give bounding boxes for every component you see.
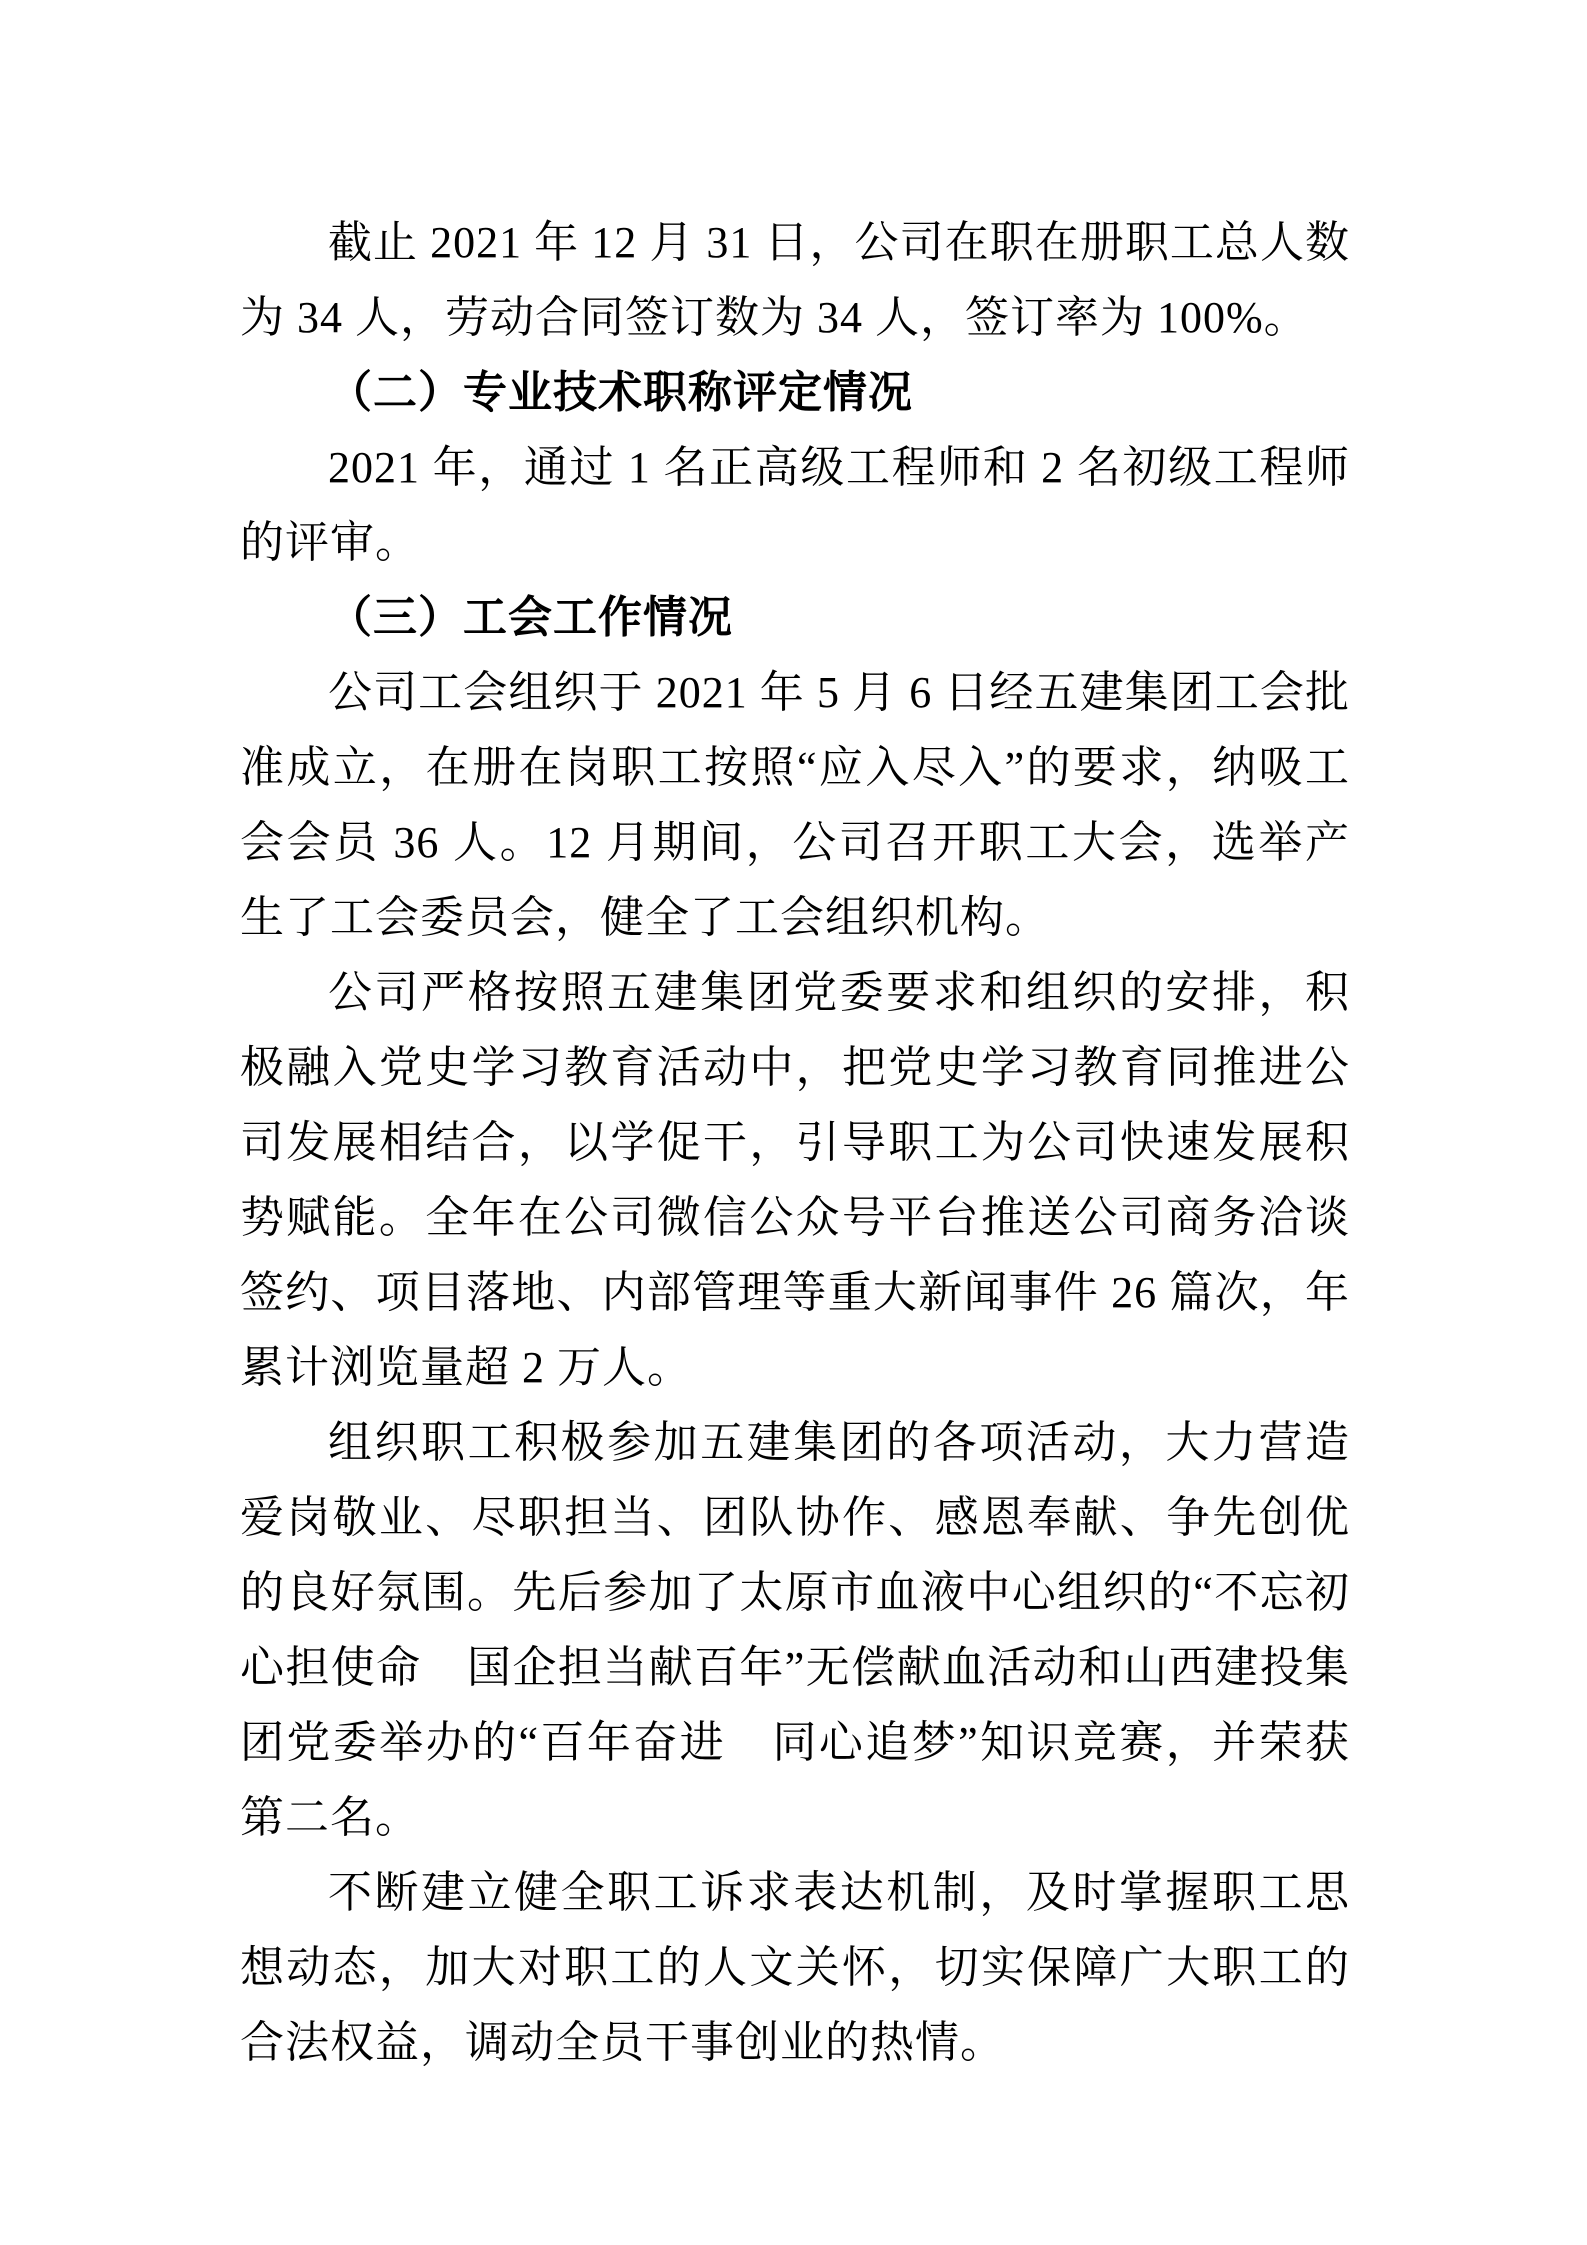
paragraph-union-founding: 公司工会组织于 2021 年 5 月 6 日经五建集团工会批准成立，在册在岗职工按照“应入尽入”的要求，纳吸工会会员 36 人。12 月期间，公司召开职工大会，选举产生了工会委员会，健全了工会组织机构。 (240, 668, 1350, 942)
section-heading-2-professional-titles: （二）专业技术职称评定情况 (328, 368, 913, 417)
paragraph-employee-rights: 不断建立健全职工诉求表达机制，及时掌握职工思想动态，加大对职工的人文关怀，切实保障广大职工的合法权益，调动全员干事创业的热情。 (240, 1868, 1350, 2067)
section-heading-3-union-work: （三）工会工作情况 (328, 593, 733, 642)
paragraph-title-review: 2021 年，通过 1 名正高级工程师和 2 名初级工程师的评审。 (240, 443, 1350, 567)
paragraph-labor-contract: 截止 2021 年 12 月 31 日，公司在职在册职工总人数为 34 人，劳动合同签订数为 34 人，签订率为 100%。 (240, 218, 1350, 342)
document-body (240, 205, 1350, 2080)
paragraph-group-activities: 组织职工积极参加五建集团的各项活动，大力营造爱岗敬业、尽职担当、团队协作、感恩奉献、争先创优的良好氛围。先后参加了太原市血液中心组织的“不忘初心担使命 国企担当献百年”无偿献血活动和山西建投集团党委举办的“百年奋进 同心追梦”知识竞赛，并荣获第二名。 (240, 1418, 1350, 1842)
paragraph-party-history-study: 公司严格按照五建集团党委要求和组织的安排，积极融入党史学习教育活动中，把党史学习教育同推进公司发展相结合，以学促干，引导职工为公司快速发展积势赋能。全年在公司微信公众号平台推送公司商务洽谈签约、项目落地、内部管理等重大新闻事件 26 篇次，年累计浏览量超 2 万人。 (240, 968, 1350, 1392)
